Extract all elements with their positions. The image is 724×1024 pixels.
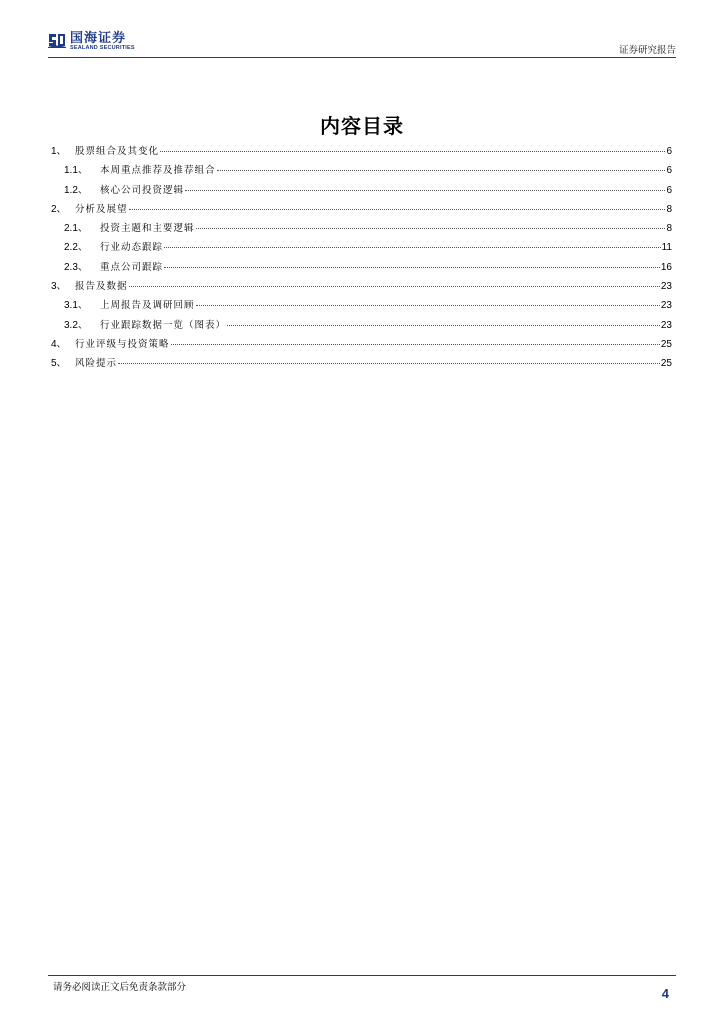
toc-entry-number: 2.2、 xyxy=(64,242,88,254)
footer-divider xyxy=(48,975,676,976)
toc-dot-leader xyxy=(164,267,660,268)
toc-entry-label: 本周重点推荐及推荐组合 xyxy=(100,165,216,177)
toc-entry-page: 23 xyxy=(660,281,672,293)
toc-entry-label: 分析及展望 xyxy=(75,203,128,215)
toc-dot-leader xyxy=(164,247,661,248)
toc-entry-label: 重点公司跟踪 xyxy=(100,261,164,273)
toc-entry-page: 16 xyxy=(660,261,672,273)
toc-entry-label: 上周报告及调研回顾 xyxy=(100,300,195,312)
toc-entry-number: 4、 xyxy=(51,338,67,350)
toc-entry[interactable] xyxy=(51,181,672,200)
toc-entry-number: 3.2、 xyxy=(64,319,88,331)
toc-entry[interactable] xyxy=(51,354,672,373)
toc-entry-page: 25 xyxy=(660,338,672,350)
toc-entry[interactable] xyxy=(51,200,672,219)
toc-dot-leader xyxy=(217,170,666,171)
toc-entry[interactable] xyxy=(51,219,672,238)
toc-dot-leader xyxy=(196,228,666,229)
logo-chinese-name: 国海证券 xyxy=(70,31,127,46)
toc-dot-leader xyxy=(160,151,665,152)
document-type-label: 证券研究报告 xyxy=(618,45,676,56)
toc-dot-leader xyxy=(196,305,660,306)
toc-dot-leader xyxy=(129,209,666,210)
toc-entry-page: 6 xyxy=(666,165,672,177)
logo-english-name: SEALAND SECURITIES xyxy=(70,45,135,51)
toc-entry-label: 报告及数据 xyxy=(75,281,128,293)
toc-entry-page: 8 xyxy=(666,223,672,235)
toc-entry[interactable] xyxy=(51,335,672,354)
toc-entry[interactable] xyxy=(51,161,672,180)
toc-entry-number: 5、 xyxy=(51,358,67,370)
toc-entry-number: 1.2、 xyxy=(64,184,88,196)
toc-entry-page: 11 xyxy=(661,242,672,254)
toc-entry-label: 行业评级与投资策略 xyxy=(75,338,170,350)
toc-entry-page: 25 xyxy=(660,358,672,370)
disclaimer-note: 请务必阅读正文后免责条款部分 xyxy=(53,982,187,993)
toc-entry[interactable] xyxy=(51,316,672,335)
toc-entry-number: 1.1、 xyxy=(64,165,88,177)
toc-entry-label: 股票组合及其变化 xyxy=(75,146,160,157)
toc-dot-leader xyxy=(185,190,665,191)
toc-dot-leader xyxy=(118,363,660,364)
toc-entry-label: 核心公司投资逻辑 xyxy=(100,184,185,196)
toc-entry-number: 2.3、 xyxy=(64,261,88,273)
toc-entry-label: 风险提示 xyxy=(75,358,118,370)
page-number: 4 xyxy=(661,986,669,1001)
toc-entry[interactable] xyxy=(51,258,672,277)
toc-entry-label: 投资主题和主要逻辑 xyxy=(100,223,195,235)
sealand-logo-icon xyxy=(48,32,66,48)
toc-entry[interactable] xyxy=(51,142,672,161)
header-divider xyxy=(48,57,676,58)
toc-title: 内容目录 xyxy=(320,114,404,138)
toc-entry-number: 2.1、 xyxy=(64,223,88,235)
toc-entry-page: 23 xyxy=(660,300,672,312)
sealand-logo xyxy=(48,32,135,52)
table-of-contents xyxy=(51,142,672,374)
toc-entry-page: 23 xyxy=(660,319,672,331)
toc-entry[interactable] xyxy=(51,296,672,315)
toc-entry[interactable] xyxy=(51,238,672,257)
toc-dot-leader xyxy=(227,325,660,326)
toc-entry-page: 8 xyxy=(666,203,672,215)
toc-entry-number: 3、 xyxy=(51,281,67,293)
toc-entry-number: 3.1、 xyxy=(64,300,88,312)
toc-entry-label: 行业跟踪数据一览（图表） xyxy=(100,319,227,331)
toc-entry-label: 行业动态跟踪 xyxy=(100,242,164,254)
toc-entry-page: 6 xyxy=(666,146,672,157)
toc-dot-leader xyxy=(129,286,660,287)
toc-entry-number: 1、 xyxy=(51,146,67,157)
page-header xyxy=(48,30,676,58)
toc-entry[interactable] xyxy=(51,277,672,296)
toc-entry-number: 2、 xyxy=(51,203,67,215)
toc-dot-leader xyxy=(171,344,660,345)
toc-entry-page: 6 xyxy=(666,184,672,196)
